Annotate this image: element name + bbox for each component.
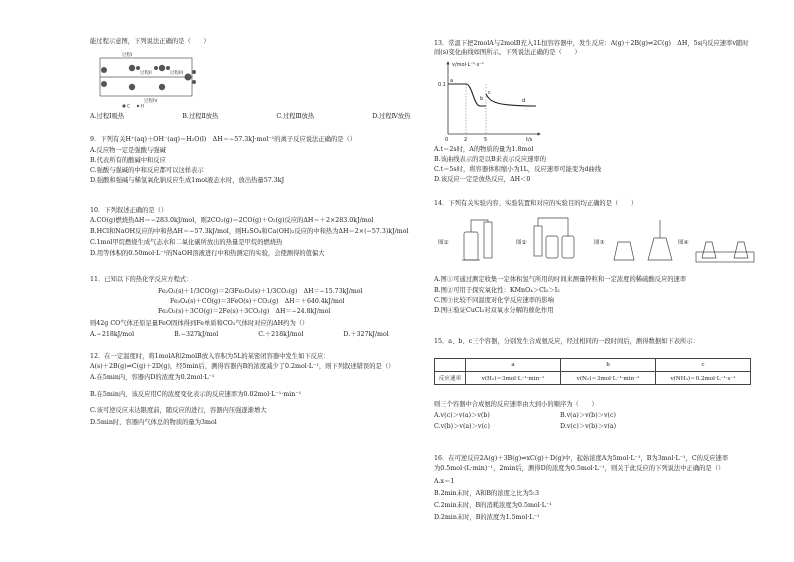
y-axis-label: v/mol·L⁻¹·s⁻¹ bbox=[452, 62, 484, 68]
table-row bbox=[435, 372, 751, 385]
q12-option-b: B.在5min内，该反应用C的浓度变化表示的反应速率为0.02mol·L⁻¹·min⁻¹ bbox=[90, 391, 302, 398]
diagram-label-3: 过程III bbox=[170, 71, 183, 76]
option: C.过程Ⅲ放热 bbox=[276, 113, 315, 120]
q12-stem-2: A(s)＋2B(g)⇌C(g)＋2D(g)，经5min后，测得容器内B的浓度减少了0.2mol·L⁻¹，则下列叙述错误的是（） bbox=[90, 363, 395, 370]
option: B.−327kJ/mol bbox=[174, 331, 219, 338]
q10-option-b: B.HCl和NaOH反应的中和热ΔH＝−57.3kJ/mol，则H₂SO₄和Ca(OH)₂反应的中和热为ΔH＝2×(−57.3)kJ/mol bbox=[90, 228, 409, 235]
y-tick-label: 0.1 bbox=[438, 82, 446, 88]
q9-option-b: B.代表所有的酸碱中和反应 bbox=[90, 157, 166, 164]
curve-a-b bbox=[448, 84, 486, 106]
q-intro-stem: 能过程示意图，下列说法正确的是（ ） bbox=[90, 38, 210, 45]
apparatus-figures bbox=[434, 212, 764, 272]
q14-option-a: A.图①可通过测定收集一定体积氢气所用的时间来测量锌粒和一定浓度的稀硫酸反应的速率 bbox=[434, 276, 687, 283]
q13-option-d: D.该反应一定是放热反应，ΔH＜0 bbox=[434, 176, 531, 183]
legend-h: H bbox=[140, 104, 144, 108]
point-label-d: d bbox=[522, 98, 526, 104]
curve-c-d bbox=[486, 94, 536, 106]
table-row-label: 反应速率 bbox=[435, 372, 466, 385]
table-cell: v(H₂)＝3mol·L⁻¹·min⁻¹ bbox=[466, 372, 561, 385]
q9-stem: 9．下列有关H⁺(aq)＋OH⁻(aq)＝H₂O(l) ΔH＝−57.3kJ·mol⁻¹的离子反应说法正确的是（） bbox=[90, 136, 357, 143]
q15-question: 则三个容器中合成氨的反应速率由大到小的顺序为（ ） bbox=[434, 401, 598, 408]
q11-equation-3: Fe₂O₃(s)＋3CO(g)＝2Fe(s)＋3CO₂(g) ΔH＝−24.8kJ/mol bbox=[158, 308, 331, 315]
q16-stem-1: 16．在可逆反应2A(g)＋3B(g)⇌xC(g)＋D(g)中，起始浓度A为5mol·L⁻¹，B为3mol·L⁻¹，C的反应速率 bbox=[434, 455, 729, 462]
q9-option-d: D.强酸和强碱与稀氢氧化钠反应生成1mol液态水时，放出热量57.3kJ bbox=[90, 177, 285, 184]
q11-stem: 11．已知以下的热化学反应方程式： bbox=[90, 276, 193, 283]
q15-option-b: B.v(a)＞v(b)＞v(c) bbox=[560, 412, 616, 419]
q14-stem: 14．下列有关实验内容、实验装置和对应的实验目的均正确的是（ ） bbox=[434, 200, 638, 207]
q11-equation-2: Fe₃O₄(s)＋CO(g)＝3FeO(s)＋CO₂(g) ΔH＝＋640.4kJ/mol bbox=[170, 298, 345, 305]
q9-option-a: A.反应物一定是强酸与强碱 bbox=[90, 147, 166, 154]
q-intro-options bbox=[90, 113, 469, 121]
point-label-a: a bbox=[450, 78, 454, 84]
table-header: c bbox=[656, 359, 751, 372]
table-cell: v(N₂)＝3mol·L⁻¹·min⁻¹ bbox=[561, 372, 656, 385]
q15-stem: 15．a、b、c三个容器，分别发生合成氨反应，经过相同的一段时间后，测得数据如下表所示： bbox=[434, 338, 699, 345]
q11-question: 则42g CO气体还原足量FeO固体得到Fe单质和CO₂气体时对应的ΔH约为（） bbox=[90, 320, 309, 327]
q16-stem-2: 为0.5mol·(L·min)⁻¹，2min后，测得D的浓度为0.5mol·L⁻¹，则关于此反应的下列说法中正确的是（） bbox=[434, 465, 725, 472]
q14-option-c: C.图③比较不同温度对化学反应速率的影响 bbox=[434, 297, 554, 304]
x-tick-label: 5 bbox=[484, 137, 488, 142]
q10-option-d: D.用等体积的0.50mol·L⁻¹的NaOH溶液进行中和热测定的实验，会使测得的值偏大 bbox=[90, 250, 325, 257]
q13-stem-1: 13．常温下把2molA与2molB充入1L恒容容器中，发生反应：A(g)＋2B(g)⇌2C(g) ΔH，5s内反应速率v随时 bbox=[434, 40, 749, 47]
q10-option-a: A.CO(g)燃烧热ΔH＝−283.0kJ/mol，则2CO₂(g)＝2CO(g)＋O₂(g)反应的ΔH＝＋2×283.0kJ/mol bbox=[90, 217, 374, 224]
option: C.＋218kJ/mol bbox=[258, 331, 304, 338]
option: A.过程I吸热 bbox=[90, 113, 125, 120]
option: D.＋327kJ/mol bbox=[343, 331, 389, 338]
rate-time-chart bbox=[436, 58, 546, 142]
q10-option-c: C.1mol甲烷燃烧生成气态水和二氧化碳所放出的热量是甲烷的燃烧热 bbox=[90, 239, 283, 246]
q15-option-d: D.v(c)＞v(b)＞v(a) bbox=[560, 423, 617, 430]
q16-option-c: C.2min末时，B的消耗浓度为0.5mol·L⁻¹ bbox=[434, 502, 552, 509]
x-axis-label: t/s bbox=[526, 137, 533, 142]
x-tick-label: 2 bbox=[464, 137, 468, 142]
table-header: a bbox=[466, 359, 561, 372]
table-cell: v(NH₃)＝0.2mol·L⁻¹·s⁻¹ bbox=[656, 372, 751, 385]
diagram-label-2: 过程II bbox=[140, 71, 152, 76]
q16-option-d: D.2min末时，B的浓度为1.5mol·L⁻¹ bbox=[434, 514, 540, 521]
q13-option-a: A.t＝2s时，A的物质的量为1.8mol bbox=[434, 146, 534, 153]
diagram-label-1: 过程I bbox=[122, 53, 133, 58]
point-label-b: b bbox=[480, 96, 484, 102]
q16-option-b: B.2min末时，A和B的浓度之比为5:3 bbox=[434, 490, 539, 497]
table-header: b bbox=[561, 359, 656, 372]
option: B.过程Ⅱ放热 bbox=[182, 113, 219, 120]
legend-c: C bbox=[127, 104, 131, 108]
q10-stem: 10．下列叙述正确的是（） bbox=[90, 207, 168, 214]
figure-label-4: 图④ bbox=[678, 240, 689, 246]
process-diagram bbox=[92, 50, 212, 108]
figure-label-2: 图② bbox=[516, 240, 527, 246]
q15-option-c: C.v(b)＞v(a)＞v(c) bbox=[434, 423, 490, 430]
q12-option-c: C.该可逆反应未达限度前，随反应的进行，容器内压强逐渐增大 bbox=[90, 407, 267, 414]
q11-options bbox=[90, 331, 429, 339]
q12-option-d: D.5min时，容器内气体总的物质的量为3mol bbox=[90, 419, 217, 426]
diagram-label-4: 过程IV bbox=[144, 99, 158, 104]
table-header-row bbox=[435, 359, 751, 372]
point-label-c: c bbox=[488, 90, 491, 96]
q12-stem: 12．在一定温度时，将1molA和2molB放入容积为5L的某密闭容器中发生如下反应： bbox=[90, 353, 330, 360]
q13-option-b: B.该曲线表示的是以B来表示反应速率的 bbox=[434, 156, 547, 163]
q12-option-a: A.在5min内，容器内D的浓度为0.2mol·L⁻¹ bbox=[90, 374, 215, 381]
table-header bbox=[435, 359, 466, 372]
q16-option-a: A.x＝1 bbox=[434, 478, 455, 485]
x-tick-label: 0 bbox=[445, 137, 449, 142]
q15-option-a: A.v(c)＞v(a)＞v(b) bbox=[434, 412, 490, 419]
q15-rate-table bbox=[434, 358, 751, 385]
figure-label-1: 图① bbox=[438, 240, 449, 246]
figure-label-3: 图③ bbox=[594, 240, 605, 246]
q14-option-b: B.图②可用于探究氧化性：KMnO₄＞Cl₂＞I₂ bbox=[434, 287, 560, 294]
q13-stem-2: 间(s)变化曲线如图所示。下列说法正确的是（ ） bbox=[434, 49, 581, 56]
q9-option-c: C.强酸与强碱的中和反应都可以这样表示 bbox=[90, 167, 204, 174]
option: D.过程Ⅳ放热 bbox=[372, 113, 411, 120]
q13-option-c: C.t＝5s时，将容器体积缩小为1L，反应速率可能变为d曲线 bbox=[434, 166, 602, 173]
option: A.−218kJ/mol bbox=[90, 331, 135, 338]
q14-option-d: D.图④验证CuCl₂对双氧水分解的催化作用 bbox=[434, 307, 554, 314]
q11-equation-1: Fe₂O₃(s)＋1/3CO(g)＝2/3Fe₃O₄(s)＋1/3CO₂(g) ΔH＝−15.73kJ/mol bbox=[158, 288, 363, 295]
